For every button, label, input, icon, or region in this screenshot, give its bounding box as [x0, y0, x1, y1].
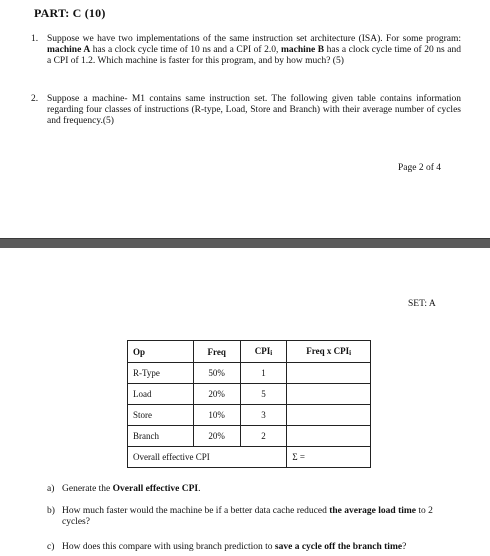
part-c-bold: save a cycle off the branch time — [274, 542, 403, 552]
set-label: SET: A — [408, 299, 436, 309]
table-row — [128, 426, 371, 447]
part-a-text: Generate the — [62, 484, 113, 494]
row-op: Load — [128, 384, 194, 405]
part-c-text: How does this compare with using branch prediction to — [62, 542, 275, 552]
question-1 — [31, 34, 461, 67]
row-freq: 50% — [193, 363, 240, 384]
part-a — [47, 484, 462, 495]
row-freq-x-cpi — [287, 405, 371, 426]
header-freq: Freq — [193, 341, 240, 363]
part-c — [47, 542, 462, 553]
machine-a-label: machine A — [47, 45, 91, 55]
header-freq-x-cpi-text: Freq x CPI — [306, 346, 350, 356]
table-footer-row — [128, 447, 371, 468]
table-header-row — [128, 341, 371, 363]
question-1-text-a: Suppose we have two implementations of the same instruction set architecture (ISA). For some program: — [47, 34, 461, 44]
part-a-label: a) — [47, 484, 55, 494]
part-a-end: . — [198, 484, 201, 494]
row-cpi: 2 — [240, 426, 287, 447]
part-b-text: How much faster would the machine be if a better data cache reduced — [62, 506, 330, 516]
row-op: Store — [128, 405, 194, 426]
question-1-text-c: has a clock cycle time of 20 ns and a CPI of 1.2. Which machine is faster for this program, and by how much? (5) — [47, 45, 461, 66]
page-number: Page 2 of 4 — [398, 163, 442, 173]
overall-cpi-label: Overall effective CPI — [128, 447, 287, 468]
machine-b-label: machine B — [280, 45, 325, 55]
header-cpi — [240, 341, 287, 363]
table-row — [128, 405, 371, 426]
question-2-number: 2. — [31, 94, 39, 104]
part-b — [47, 506, 462, 528]
header-op: Op — [128, 341, 194, 363]
part-c-label: c) — [47, 542, 55, 552]
part-title: PART: C (10) — [34, 6, 106, 20]
table-row — [128, 363, 371, 384]
part-b-label: b) — [47, 506, 55, 516]
row-cpi: 5 — [240, 384, 287, 405]
sum-cell: Σ = — [287, 447, 371, 468]
question-2 — [31, 94, 461, 127]
row-freq-x-cpi — [287, 384, 371, 405]
header-freq-x-cpi — [287, 341, 371, 363]
row-freq: 10% — [193, 405, 240, 426]
part-b-end: to 2 cycles? — [62, 506, 433, 527]
page-divider — [0, 238, 490, 248]
question-2-text: Suppose a machine- M1 contains same instruction set. The following given table contains information regarding four classes of instructions (R-type, Load, Store and Branch) with their average number of cycles and frequency.(5) — [47, 94, 461, 126]
question-1-number: 1. — [31, 34, 39, 44]
row-freq-x-cpi — [287, 426, 371, 447]
row-cpi: 3 — [240, 405, 287, 426]
row-op: Branch — [128, 426, 194, 447]
part-c-end: ? — [402, 542, 407, 552]
part-b-bold: the average load time — [329, 506, 416, 516]
header-cpi-subscript: i — [270, 349, 273, 357]
question-1-text-b: has a clock cycle time of 10 ns and a CPI of 2.0, — [90, 45, 281, 55]
header-cpi-text: CPI — [254, 346, 271, 356]
header-freq-x-cpi-subscript: i — [349, 349, 352, 357]
part-a-bold: Overall effective CPI — [112, 484, 199, 494]
table-row — [128, 384, 371, 405]
row-freq: 20% — [193, 426, 240, 447]
row-cpi: 1 — [240, 363, 287, 384]
instruction-table — [127, 340, 371, 468]
row-freq: 20% — [193, 384, 240, 405]
row-op: R-Type — [128, 363, 194, 384]
row-freq-x-cpi — [287, 363, 371, 384]
